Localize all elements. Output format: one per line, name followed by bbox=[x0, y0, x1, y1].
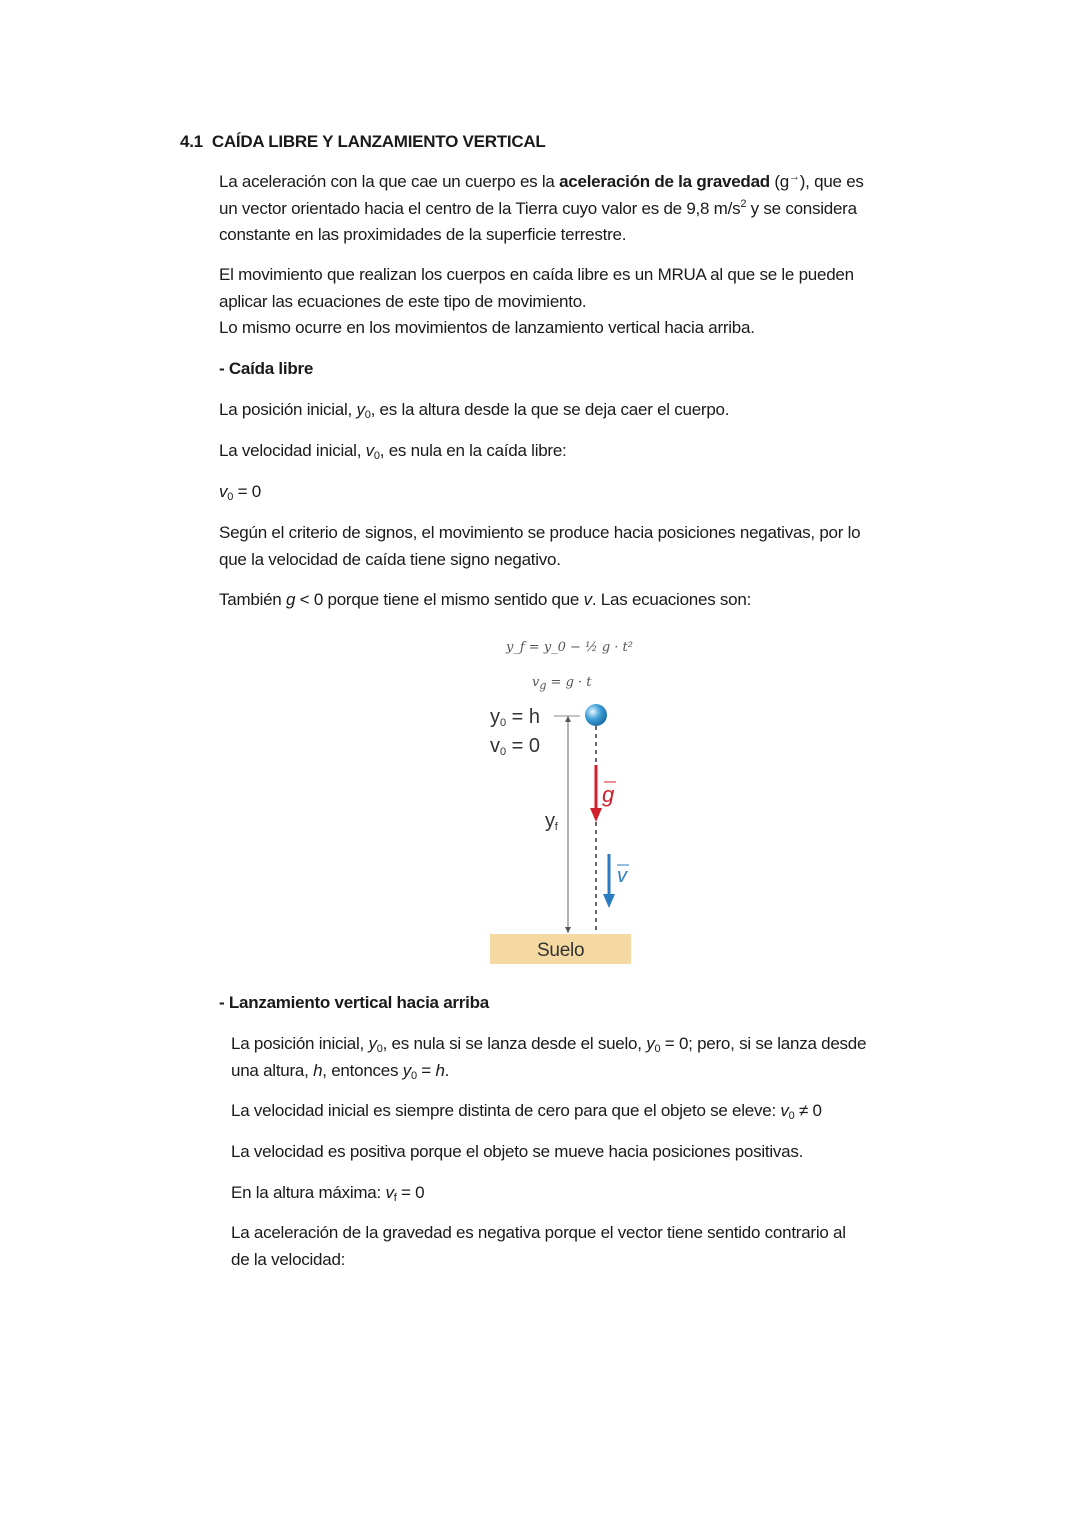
text: . Las ecuaciones son: bbox=[591, 590, 752, 609]
text: que la velocidad de caída tiene signo negativo. bbox=[219, 549, 561, 569]
label: = 0 bbox=[506, 735, 541, 757]
variable: y bbox=[368, 1034, 377, 1053]
text: , es la altura desde la que se deja caer el cuerpo. bbox=[370, 400, 730, 419]
text: constante en las proximidades de la superficie terrestre. bbox=[219, 225, 627, 244]
text: , entonces bbox=[322, 1060, 403, 1080]
sub: f bbox=[554, 821, 558, 833]
text: La posición inicial, bbox=[219, 400, 357, 419]
text: = 0 bbox=[233, 482, 261, 501]
text: La aceleración de la gravedad es negativa porque el vector tiene sentido contrario al bbox=[231, 1223, 846, 1242]
variable: v bbox=[219, 482, 228, 501]
diagram-svg bbox=[480, 630, 660, 970]
superscript: 2 bbox=[740, 197, 747, 210]
text: un vector orientado hacia el centro de la Tierra cuyo valor es de 9,8 m/s bbox=[219, 198, 741, 218]
text: La posición inicial, bbox=[231, 1034, 369, 1053]
variable: h bbox=[313, 1060, 323, 1080]
text: , es nula en la caída libre: bbox=[379, 441, 567, 460]
text: < 0 porque tiene el mismo sentido que bbox=[295, 590, 584, 609]
text: de la velocidad: bbox=[231, 1249, 346, 1269]
text: = 0; pero, si se lanza desde bbox=[660, 1034, 867, 1053]
variable: y bbox=[646, 1034, 655, 1053]
text: = 0 bbox=[396, 1183, 425, 1202]
variable: v bbox=[385, 1183, 394, 1202]
label: y bbox=[545, 810, 555, 832]
subscript: 0 bbox=[364, 409, 371, 421]
variable: y bbox=[402, 1060, 411, 1080]
section-number: 4.1 bbox=[180, 132, 203, 151]
text: La aceleración con la que cae un cuerpo es la bbox=[219, 172, 560, 191]
variable: y bbox=[356, 400, 365, 419]
text: aplicar las ecuaciones de este tipo de movimiento. bbox=[219, 291, 587, 311]
text: ≠ 0 bbox=[794, 1101, 822, 1120]
text: ), que es bbox=[799, 172, 864, 191]
text: , es nula si se lanza desde el suelo, bbox=[382, 1034, 647, 1053]
lanzamiento-paragraph-3: La velocidad es positiva porque el objeto se mueve hacia posiciones positivas. bbox=[231, 1142, 804, 1161]
label: = h bbox=[506, 706, 541, 728]
intro-paragraph-2 bbox=[219, 262, 854, 342]
subscript: f bbox=[393, 1192, 397, 1204]
label: y bbox=[490, 706, 500, 728]
sub: 0 bbox=[500, 746, 507, 758]
text: La velocidad inicial, bbox=[219, 441, 366, 460]
text: Según el criterio de signos, el movimiento se produce hacia posiciones negativas, por lo bbox=[219, 523, 861, 542]
eq-text: v bbox=[532, 675, 540, 690]
sub: 0 bbox=[500, 717, 507, 729]
velocity-arrowhead bbox=[603, 894, 615, 908]
gravity-label: g bbox=[602, 782, 614, 807]
subscript: 0 bbox=[227, 491, 234, 503]
lanzamiento-paragraph-2 bbox=[231, 1098, 822, 1125]
variable: h bbox=[435, 1060, 445, 1080]
subscript: 0 bbox=[410, 1069, 417, 1082]
caida-paragraph-2 bbox=[219, 438, 567, 465]
caida-paragraph-5 bbox=[219, 587, 751, 614]
text: una altura, bbox=[231, 1060, 314, 1080]
lanzamiento-paragraph-4 bbox=[231, 1180, 424, 1207]
subsection-title-caida-libre: - Caída libre bbox=[219, 359, 314, 378]
caida-paragraph-1 bbox=[219, 397, 729, 424]
lanzamiento-paragraph-1 bbox=[231, 1031, 866, 1084]
intro-paragraph-1 bbox=[219, 169, 864, 249]
label: v bbox=[490, 735, 500, 757]
subscript: 0 bbox=[654, 1043, 661, 1055]
free-fall-figure bbox=[480, 630, 660, 970]
ground-label: Suelo bbox=[537, 940, 585, 961]
subscript: 0 bbox=[373, 450, 380, 462]
variable: v bbox=[365, 441, 374, 460]
eq-sub: g bbox=[539, 679, 547, 692]
text: La velocidad inicial es siempre distinta de cero para que el objeto se eleve: bbox=[231, 1101, 781, 1120]
variable: v bbox=[780, 1101, 789, 1120]
subsection-title-lanzamiento: - Lanzamiento vertical hacia arriba bbox=[219, 993, 489, 1012]
ball-icon bbox=[585, 704, 607, 726]
section-heading bbox=[180, 129, 546, 156]
velocity-label: v bbox=[617, 865, 627, 887]
caida-equation-v0 bbox=[219, 479, 261, 506]
text: El movimiento que realizan los cuerpos en caída libre es un MRUA al que se le pueden bbox=[219, 265, 854, 284]
eq-text: = g · t bbox=[546, 675, 592, 690]
text: y se considera bbox=[746, 198, 857, 218]
subscript: 0 bbox=[788, 1110, 795, 1122]
vector-arrow: → bbox=[789, 171, 800, 183]
text: Lo mismo ocurre en los movimientos de lanzamiento vertical hacia arriba. bbox=[219, 318, 755, 337]
subscript: 0 bbox=[376, 1043, 383, 1055]
text: = bbox=[416, 1060, 436, 1080]
variable: g bbox=[285, 590, 296, 609]
bold-term: aceleración de la gravedad bbox=[559, 172, 770, 191]
gravity-arrowhead bbox=[590, 808, 602, 822]
equation-position: y_f = y_0 − ½ g · t² bbox=[506, 640, 633, 655]
text: . bbox=[444, 1060, 450, 1080]
text: En la altura máxima: bbox=[231, 1183, 386, 1202]
variable: v bbox=[583, 590, 592, 609]
text: También bbox=[219, 590, 286, 609]
section-title: CAÍDA LIBRE Y LANZAMIENTO VERTICAL bbox=[211, 132, 546, 151]
lanzamiento-paragraph-5 bbox=[231, 1220, 846, 1273]
text: (g bbox=[769, 172, 790, 191]
caida-paragraph-4 bbox=[219, 520, 860, 573]
